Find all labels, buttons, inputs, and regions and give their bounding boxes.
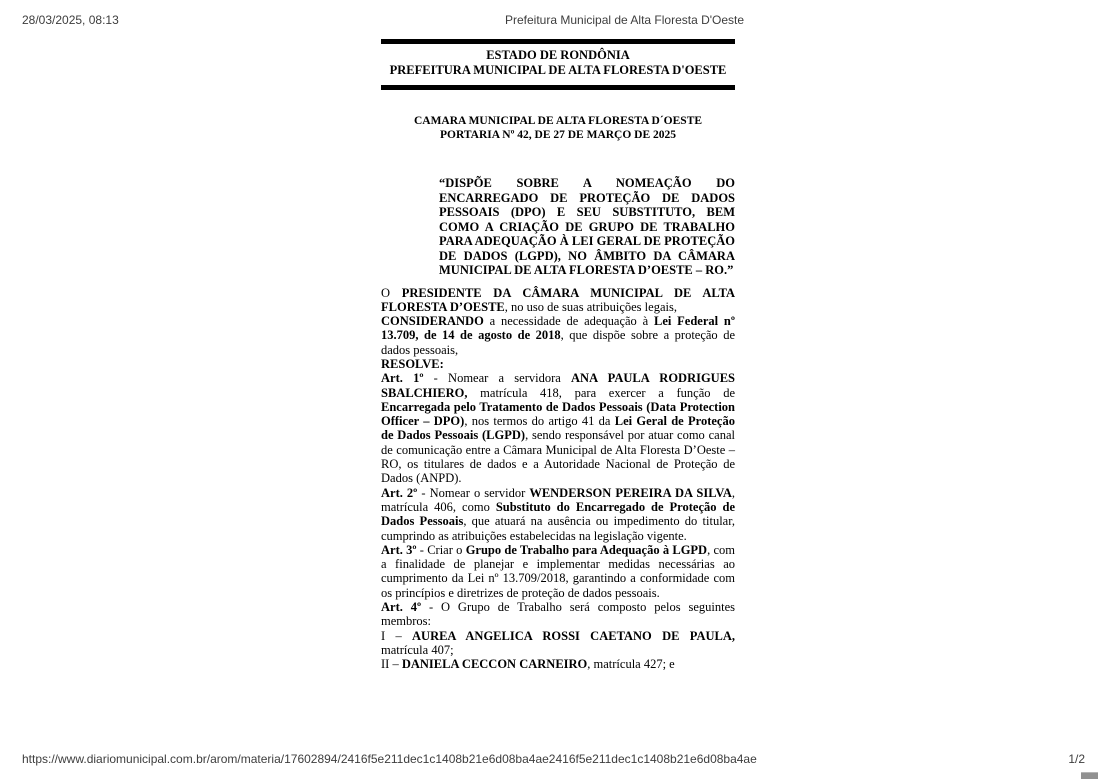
document-heading — [381, 115, 735, 142]
paragraph-art-1: Art. 1º - Nomear a servidora ANA PAULA RODRIGUES SBALCHIERO, matrícula 418, para exercer a função de Encarregada pelo Tratamento de Dados Pessoais (Data Protection Officer – DPO), nos termos do artigo 41 da Lei Geral de Proteção de Dados Pessoais (LGPD), sendo responsável por atuar como canal de comunicação entre a Câmara Municipal de Alta Floresta D’Oeste – RO, os titulares de dados e a Autoridade Nacional de Proteção de Dados (ANPD). — [381, 371, 735, 486]
letterhead-state-line: ESTADO DE RONDÔNIA — [486, 48, 630, 62]
heading-ordinance-title: PORTARIA Nº 42, DE 27 DE MARÇO DE 2025 — [439, 128, 677, 141]
print-footer-page-number: 1/2 — [1068, 752, 1085, 766]
letterhead — [381, 39, 735, 90]
paragraph-preamble: O PRESIDENTE DA CÂMARA MUNICIPAL DE ALTA FLORESTA D’OESTE, no uso de suas atribuições legais, — [381, 285, 736, 314]
paragraph-resolve: RESOLVE: — [381, 356, 444, 371]
epigraph: “DISPÕE SOBRE A NOMEAÇÃO DO ENCARREGADO DE PROTEÇÃO DE DADOS PESSOAIS (DPO) E SEU SUBSTITUTO, BEM COMO A CRIAÇÃO DE GRUPO DE TRABALHO PARA ADEQUAÇÃO À LEI GERAL DE PROTEÇÃO DE DADOS (LGPD), NO ÂMBITO DA CÂMARA MUNICIPAL DE ALTA FLORESTA D’OESTE – RO.” — [439, 176, 735, 277]
ordinance-body — [381, 286, 735, 672]
scrollbar-corner — [1081, 772, 1098, 779]
paragraph-art-3: Art. 3º - Criar o Grupo de Trabalho para Adequação à LGPD, com a finalidade de planejar e implementar medidas necessárias ao cumprimento da Lei nº 13.709/2018, garantindo a conformidade com os princípios e diretrizes de proteção de dados pessoais. — [381, 542, 735, 600]
paragraph-considerando: CONSIDERANDO a necessidade de adequação à Lei Federal nº 13.709, de 14 de agosto de 2018, que dispõe sobre a proteção de dados pessoais, — [381, 314, 736, 357]
print-header-datetime: 28/03/2025, 08:13 — [22, 13, 119, 27]
paragraph-art-2: Art. 2º - Nomear o servidor WENDERSON PEREIRA DA SILVA, matrícula 406, como Substituto do Encarregado de Proteção de Dados Pessoais, que atuará na ausência ou impedimento do titular, cumprindo as atribuições estabelecidas na legislação vigente. — [381, 485, 736, 543]
print-header-site-title: Prefeitura Municipal de Alta Floresta D'Oeste — [505, 13, 745, 27]
paragraph-art-4: Art. 4º - O Grupo de Trabalho será composto pelos seguintes membros: — [381, 600, 735, 629]
letterhead-entity-line: PREFEITURA MUNICIPAL DE ALTA FLORESTA D'OESTE — [389, 63, 727, 77]
document-content — [381, 39, 735, 672]
heading-organization: CAMARA MUNICIPAL DE ALTA FLORESTA D´OESTE — [413, 115, 703, 127]
member-item-1: I – AUREA ANGELICA ROSSI CAETANO DE PAULA, matrícula 407; — [381, 628, 735, 657]
print-footer-url: https://www.diariomunicipal.com.br/arom/materia/17602894/2416f5e211dec1c1408b21e6d08ba4ae2416f5e211dec1c1408b21e6d08ba4ae — [22, 752, 757, 766]
member-item-2: II – DANIELA CECCON CARNEIRO, matrícula 427; e — [381, 657, 675, 672]
